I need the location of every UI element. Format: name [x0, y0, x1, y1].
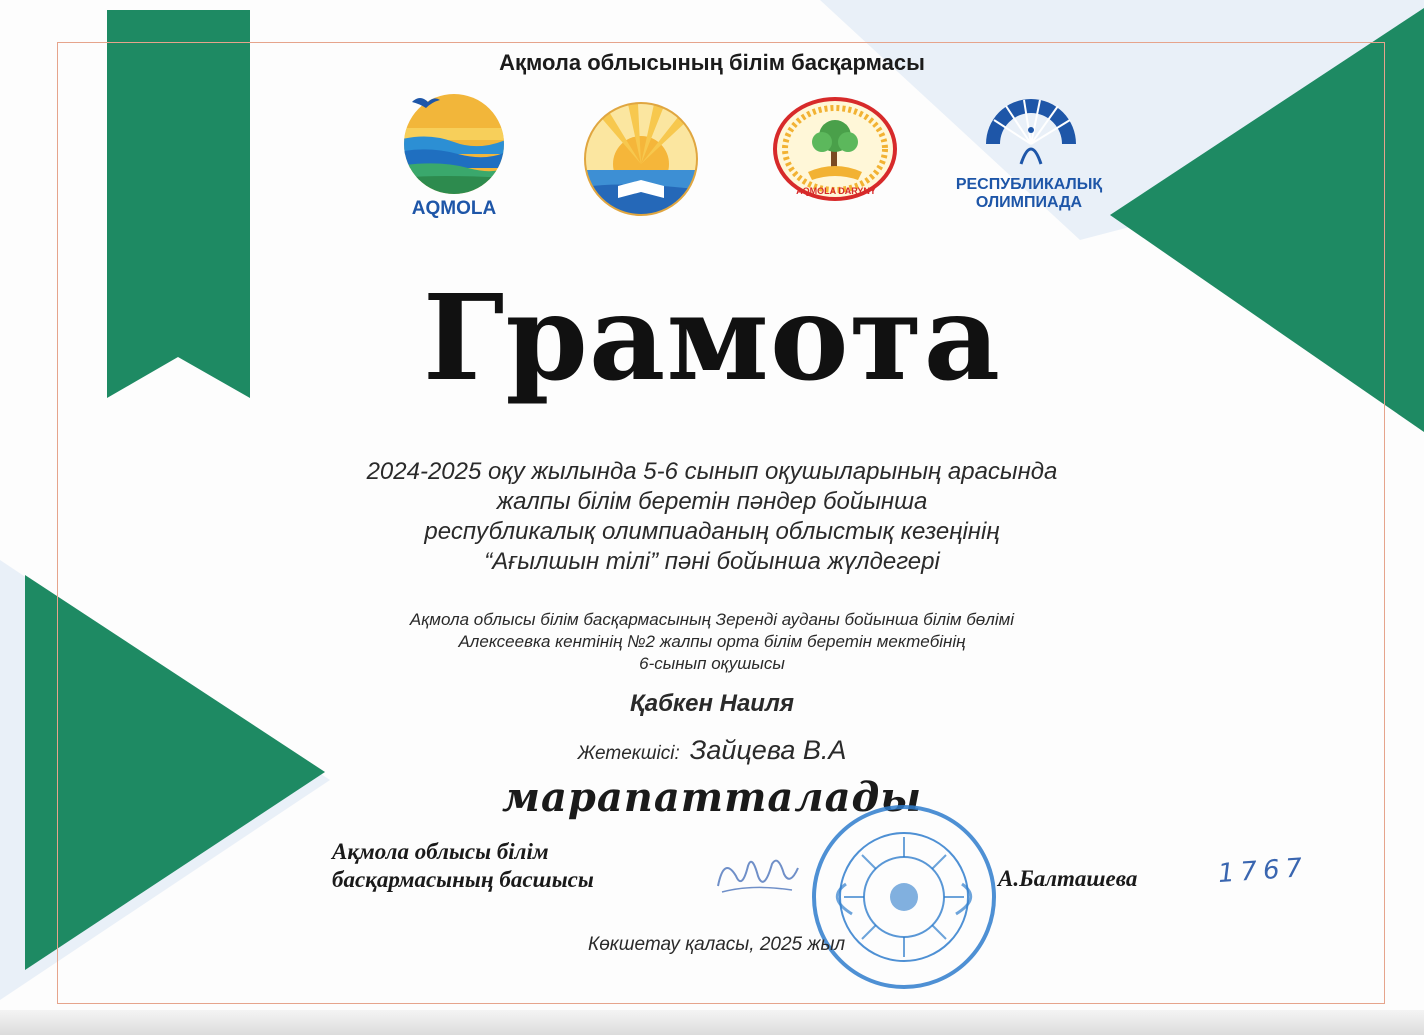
description-line: республикалық олимпиаданың облыстық кезеңінің — [424, 518, 1000, 545]
olympiad-caption-line2: ОЛИМПИАДА — [975, 194, 1083, 211]
school-info — [262, 609, 1162, 675]
school-line: Ақмола облысы білім басқармасының Зеренді ауданы бойынша білім бөлімі — [409, 610, 1015, 629]
signatory-name: А.Балташева — [998, 866, 1138, 891]
aqmola-logo-icon — [398, 88, 510, 194]
certificate-title: Грамота — [422, 268, 1002, 407]
school-line: 6-сынып оқушысы — [639, 654, 785, 673]
signature-icon — [712, 846, 802, 906]
signatory-title-line: басқармасының басшысы — [332, 867, 594, 892]
aqmola-daryny-caption: AQMOLA DARYNY — [796, 186, 876, 196]
republican-olympiad-logo-icon — [976, 94, 1086, 174]
supervisor-line — [0, 735, 1424, 766]
description-line: жалпы білім беретін пәндер бойынша — [496, 488, 928, 515]
olympiad-caption-line1: РЕСПУБЛИКАЛЫҚ — [955, 176, 1103, 193]
awarded-text: марапатталады — [501, 774, 923, 821]
official-seal-icon — [806, 802, 1002, 992]
olympiad-logo-caption — [944, 176, 1114, 212]
scan-bottom-edge — [0, 1010, 1424, 1035]
education-department-logo-icon — [578, 100, 704, 218]
registration-number: 1767 — [1217, 852, 1310, 890]
signatory-title — [332, 838, 594, 894]
description-line: “Ағылшын тілі” пәні бойынша жүлдегері — [484, 548, 940, 575]
school-line: Алексеевка кентінің №2 жалпы орта білім беретін мектебінің — [458, 632, 966, 651]
issuer-heading: Ақмола облысының білім басқармасы — [499, 50, 925, 75]
achievement-description — [262, 457, 1162, 577]
supervisor-label: Жетекшісі: — [577, 743, 680, 764]
signatory-title-line: Ақмола облысы білім — [332, 839, 549, 864]
aqmola-logo-caption: AQMOLA — [411, 198, 497, 219]
supervisor-name: Зайцева В.А — [689, 735, 847, 765]
place-and-year: Көкшетау қаласы, 2025 жыл — [588, 934, 846, 955]
description-line: 2024-2025 оқу жылында 5-6 сынып оқушыларының арасында — [366, 458, 1058, 485]
student-name: Қабкен Наиля — [629, 690, 795, 717]
